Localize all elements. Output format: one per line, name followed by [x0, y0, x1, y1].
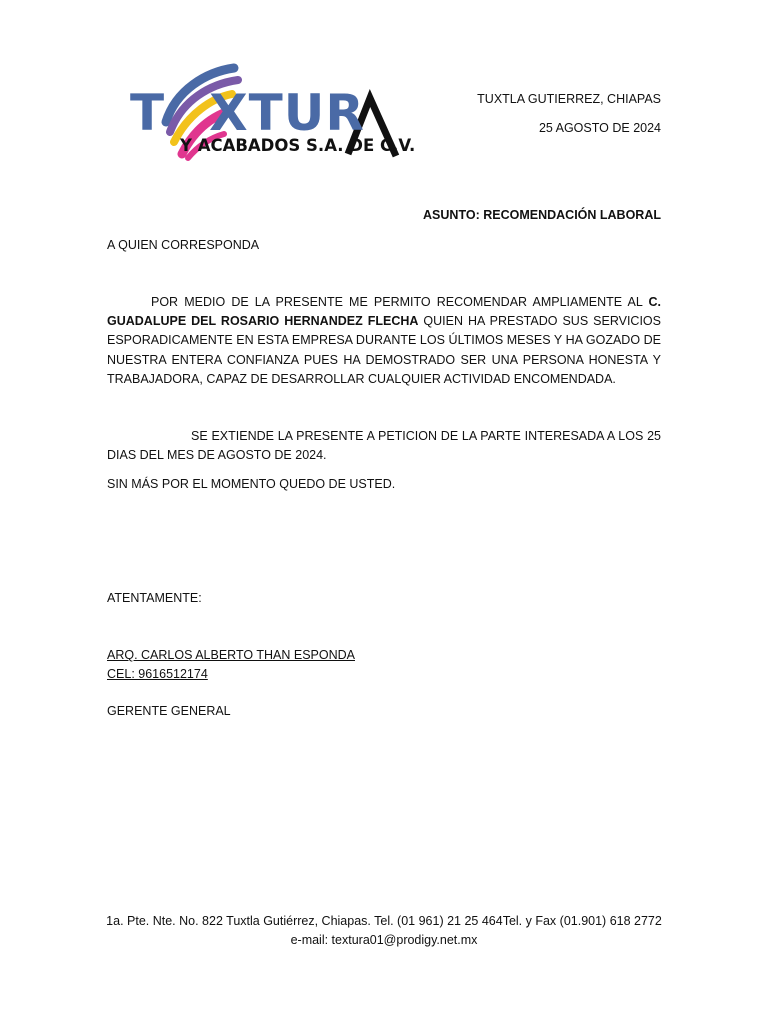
- signer-phone: CEL: 9616512174: [107, 667, 208, 681]
- body-paragraph-request: SE EXTIENDE LA PRESENTE A PETICION DE LA PARTE INTERESADA A LOS 25 DIAS DEL MES DE AGOSTO DE 2024.: [107, 429, 661, 463]
- signer-name: ARQ. CARLOS ALBERTO THAN ESPONDA: [107, 648, 355, 662]
- company-logo: [126, 60, 416, 170]
- candidate-name: C. GUADALUPE DEL ROSARIO HERNANDEZ FLECHA: [107, 295, 661, 329]
- footer-address: 1a. Pte. Nte. No. 822 Tuxtla Gutiérrez, Chiapas. Tel. (01 961) 21 25 464Tel. y Fax (01.901) 618 2772: [106, 914, 662, 928]
- letter-footer: [60, 912, 708, 950]
- header-city: TUXTLA GUTIERREZ, CHIAPAS: [477, 92, 661, 106]
- paragraph-text-start: POR MEDIO DE LA PRESENTE ME PERMITO RECOMENDAR AMPLIAMENTE AL: [151, 295, 649, 309]
- body-paragraph-closing: SIN MÁS POR EL MOMENTO QUEDO DE USTED.: [107, 477, 396, 491]
- header-date: 25 AGOSTO DE 2024: [538, 121, 661, 135]
- body-paragraph-recommendation: [107, 293, 661, 389]
- paragraph-text-end: QUIEN HA PRESTADO SUS SERVICIOS ESPORADICAMENTE EN ESTA EMPRESA DURANTE LOS ÚLTIMOS MESES Y HA GOZADO DE NUESTRA ENTERA CONFIANZA PUES HA DEMOSTRADO SER UNA PERSONA HONESTA Y TRABAJADORA, CAPAZ DE DESARROLLAR CUALQUIER ACTIVIDAD ENCOMENDADA.: [107, 314, 661, 386]
- footer-email: e-mail: textura01@prodigy.net.mx: [290, 933, 478, 947]
- subject-line: ASUNTO: RECOMENDACIÓN LABORAL: [423, 208, 661, 222]
- signer-role: GERENTE GENERAL: [107, 704, 231, 718]
- greeting: A QUIEN CORRESPONDA: [107, 238, 260, 252]
- logo-wordmark: T XTUR: [130, 84, 365, 142]
- logo-subtitle: Y ACABADOS S.A. DE C.V.: [180, 136, 416, 155]
- salutation: ATENTAMENTE:: [107, 591, 202, 605]
